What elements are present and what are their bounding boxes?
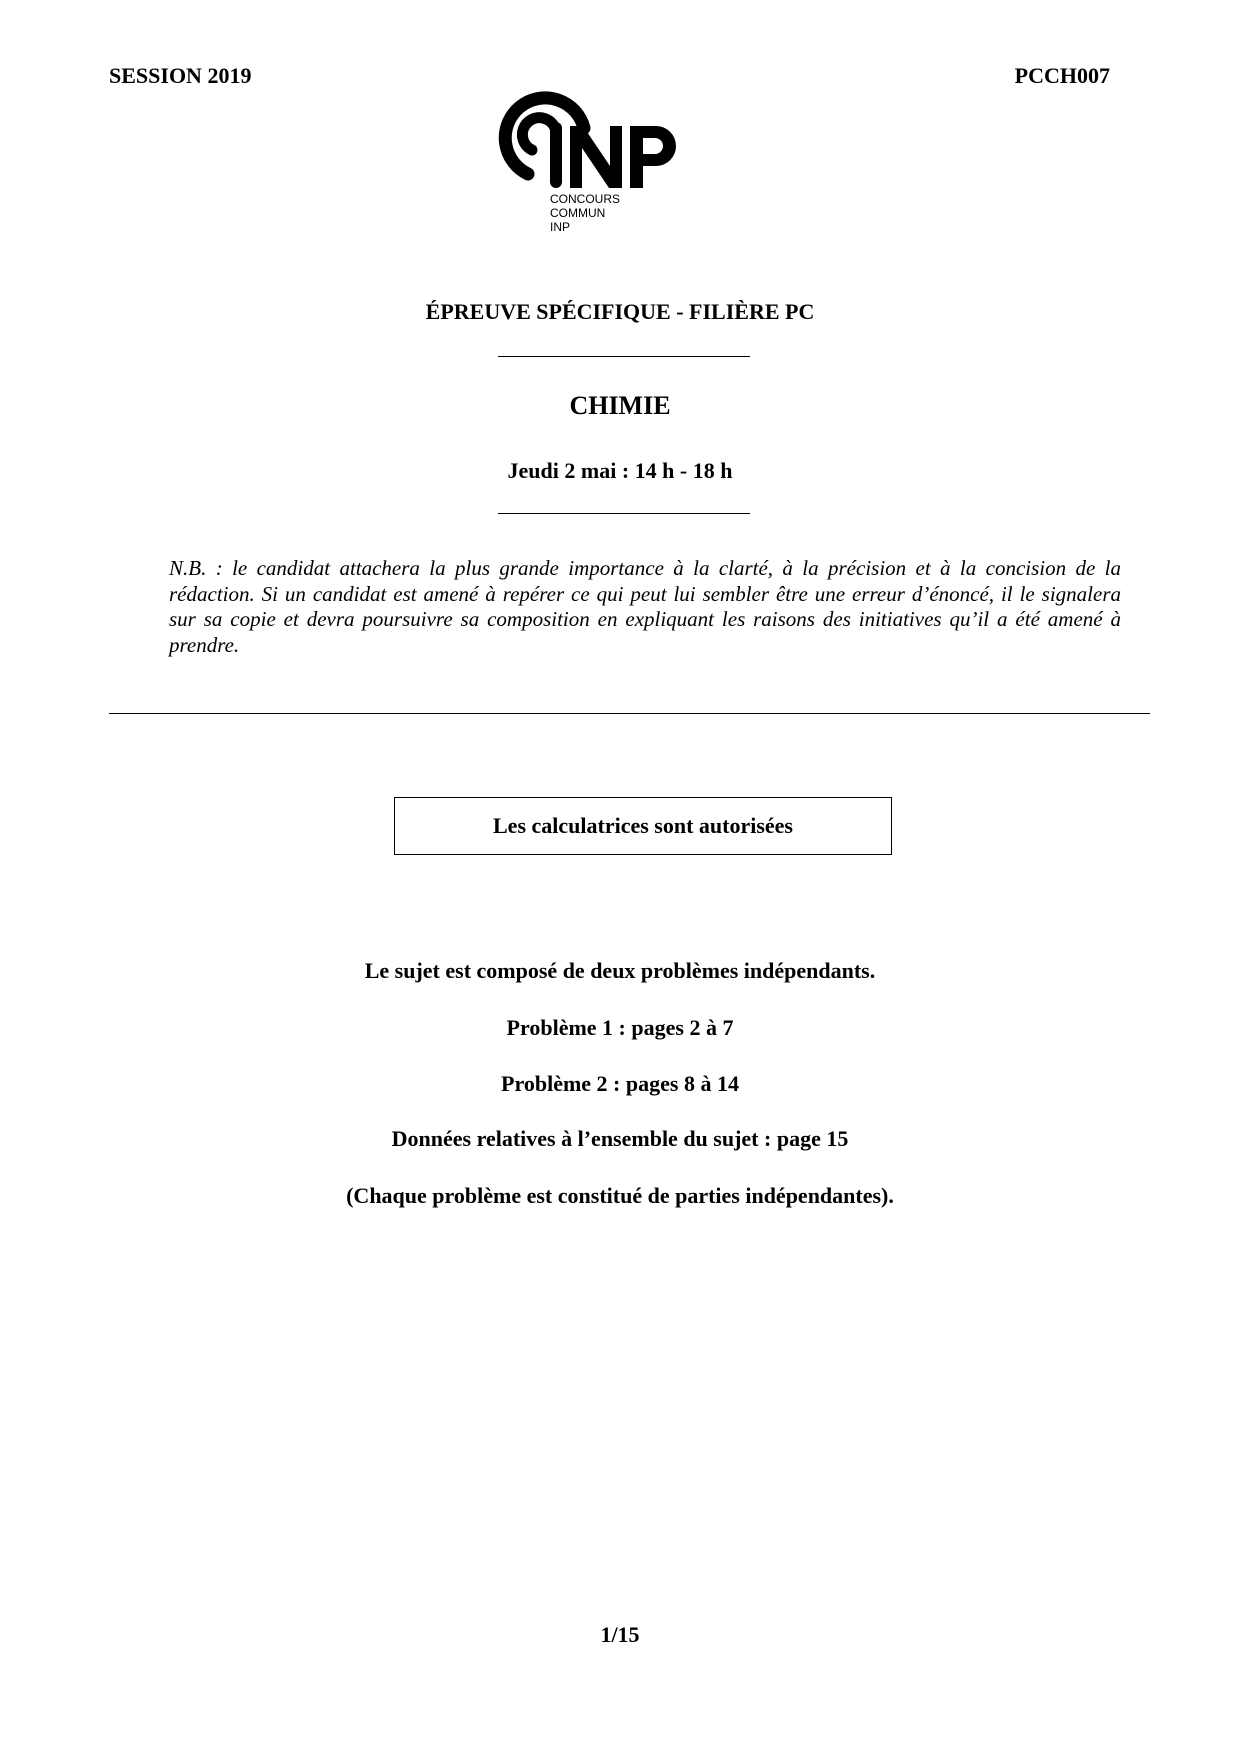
- logo-line-2: COMMUN: [550, 206, 606, 220]
- contents-line: Données relatives à l’ensemble du sujet : page 15: [391, 1126, 849, 1151]
- nb-instructions: N.B. : le candidat attachera la plus grande importance à la clarté, à la précision et à la concision de la rédaction. Si un candidat est amené à repérer ce qui peut lui sembler être une erreur d’énoncé, il le signalera sur sa copie et devra poursuivre sa composition en expliquant les raisons des initiatives qu’il a été amené à prendre.: [169, 556, 1121, 657]
- inp-logo-mark: [488, 76, 688, 190]
- page-number: 1/15: [600, 1622, 640, 1647]
- section-divider: [109, 713, 1150, 714]
- subject-title: CHIMIE: [569, 391, 671, 420]
- contents-line: (Chaque problème est constitué de parties indépendantes).: [346, 1183, 894, 1208]
- calculators-notice: [394, 797, 892, 855]
- divider: [498, 356, 750, 357]
- logo-line-3: INP: [550, 220, 571, 234]
- divider: [498, 513, 750, 514]
- exam-date: Jeudi 2 mai : 14 h - 18 h: [507, 458, 733, 483]
- logo-line-1: CONCOURS: [550, 192, 621, 206]
- session-label: SESSION 2019: [109, 63, 252, 88]
- contents-line: Problème 2 : pages 8 à 14: [501, 1071, 739, 1096]
- contents-line: Le sujet est composé de deux problèmes indépendants.: [364, 958, 876, 983]
- inp-logo: [488, 76, 688, 236]
- exam-type-title: ÉPREUVE SPÉCIFIQUE - FILIÈRE PC: [425, 299, 815, 324]
- exam-code: PCCH007: [1014, 63, 1110, 88]
- contents-line: Problème 1 : pages 2 à 7: [506, 1015, 734, 1040]
- calculators-text: Les calculatrices sont autorisées: [493, 813, 793, 838]
